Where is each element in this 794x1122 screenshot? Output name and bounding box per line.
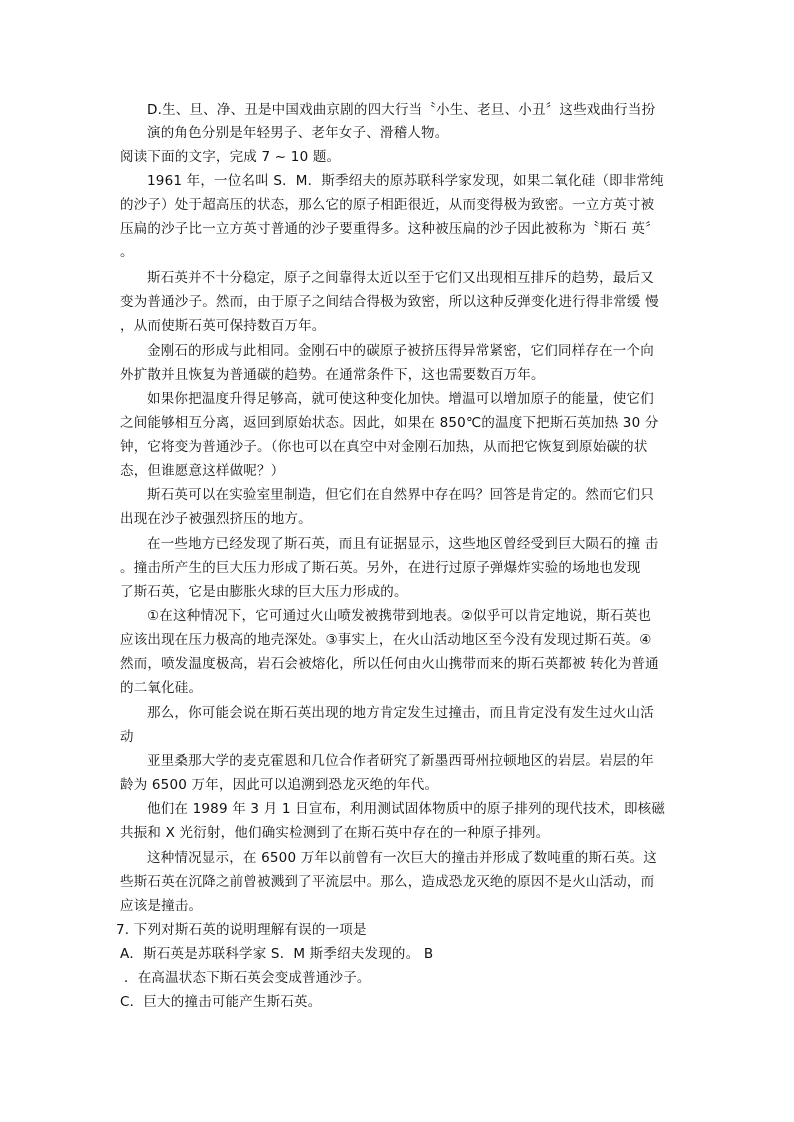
option-text: C．巨大的撞击可能产生斯石英。 [120, 994, 322, 1010]
text-line: 之间能够相互分离，返回到原始状态。因此，如果在 850℃的温度下把斯石英加热 30 分 [120, 415, 659, 431]
text-line: 这种情况显示，在 6500 万年以前曾有一次巨大的撞击并形成了数吨重的斯石英。这 [147, 850, 657, 866]
text-line: 他们在 1989 年 3 月 1 日宣布，利用测试固体物质中的原子排列的现代技术，即核磁 [147, 801, 666, 817]
text-line: 。撞击所产生的巨大压力形成了斯石英。另外，在进行过原子弹爆炸实验的场地也发现 [120, 560, 641, 576]
text-line: ①在这种情况下，它可通过火山喷发被携带到地表。②似乎可以肯定地说，斯石英也 [147, 608, 652, 624]
question-text: 7. 下列对斯石英的说明理解有误的一项是 [116, 922, 367, 938]
text-line: 1961 年，一位名叫 S．M．斯季绍夫的原苏联科学家发现，如果二氧化硅（即非常纯 [147, 173, 664, 189]
option-text: A．斯石英是苏联科学家 S．M 斯季绍夫发现的。 B [120, 946, 434, 962]
text-line: 些斯石英在沉降之前曾被溅到了平流层中。那么，造成恐龙灭绝的原因不是火山活动，而 [120, 874, 655, 890]
text-line: 的二氧化硅。 [120, 680, 203, 696]
text-line: 钟，它将变为普通沙子。（你也可以在真空中对金刚石加热，从而把它恢复到原始碳的状 [120, 439, 648, 455]
text-line: 演的角色分别是年轻男子、老年女子、滑稽人物。 [147, 125, 449, 141]
text-line: 外扩散并且恢复为普通碳的趋势。在通常条件下，这也需要数百万年。 [120, 367, 545, 383]
text-line: 出现在沙子被强烈挤压的地方。 [120, 511, 312, 527]
text-line: 然而，喷发温度极高，岩石会被熔化，所以任何由火山携带而来的斯石英都被 转化为普通 [120, 656, 659, 672]
text-line: 共振和 X 光衍射，他们确实检测到了在斯石英中存在的一种原子排列。 [120, 825, 550, 841]
text-line: 龄为 6500 万年，因此可以追溯到恐龙灭绝的年代。 [120, 777, 439, 793]
text-line: 金刚石的形成与此相同。金刚石中的碳原子被挤压得异常紧密，它们同样存在一个向 [147, 343, 654, 359]
text-line: 变为普通沙子。然而，由于原子之间结合得极为致密，所以这种反弹变化进行得非常缓 慢 [120, 294, 659, 310]
text-line: 的沙子）处于超高压的状态，那么它的原子相距很近，从而变得极为致密。一立方英寸被 [120, 197, 655, 213]
text-line: D.生、旦、净、丑是中国戏曲京剧的四大行当〝小生、老旦、小丑〞这些戏曲行当扮 [147, 102, 656, 118]
text-line: 斯石英可以在实验室里制造，但它们在自然界中存在吗？回答是肯定的。然而它们只 [147, 487, 654, 503]
option-text: ．在高温状态下斯石英会变成普通沙子。 [124, 970, 371, 986]
text-line: 。 [120, 244, 134, 260]
text-line: 动 [120, 729, 134, 745]
text-line: 应该是撞击。 [120, 898, 203, 914]
text-line: 如果你把温度升得足够高，就可使这种变化加快。增温可以增加原子的能量，使它们 [147, 391, 654, 407]
text-line: 了斯石英，它是由膨胀火球的巨大压力形成的。 [120, 584, 408, 600]
text-line: 压扁的沙子比一立方英寸普通的沙子要重得多。这种被压扁的沙子因此被称为〝斯石 英〞 [120, 221, 659, 237]
text-line: ，从而使斯石英可保持数百万年。 [120, 318, 326, 334]
text-line: 应该出现在压力极高的地壳深处。③事实上，在火山活动地区至今没有发现过斯石英。④ [120, 632, 652, 648]
text-line: 阅读下面的文字，完成 7 ~ 10 题。 [120, 149, 341, 165]
text-line: 那么，你可能会说在斯石英出现的地方肯定发生过撞击，而且肯定没有发生过火山活 [147, 705, 654, 721]
text-line: 态，但谁愿意这样做呢？） [120, 463, 285, 479]
text-line: 亚里桑那大学的麦克霍恩和几位合作者研究了新墨西哥州拉顿地区的岩层。岩层的年 [147, 753, 654, 769]
text-line: 在一些地方已经发现了斯石英，而且有证据显示，这些地区曾经受到巨大陨石的撞 击 [147, 536, 659, 552]
text-line: 斯石英并不十分稳定，原子之间靠得太近以至于它们又出现相互排斥的趋势，最后又 [147, 270, 654, 286]
